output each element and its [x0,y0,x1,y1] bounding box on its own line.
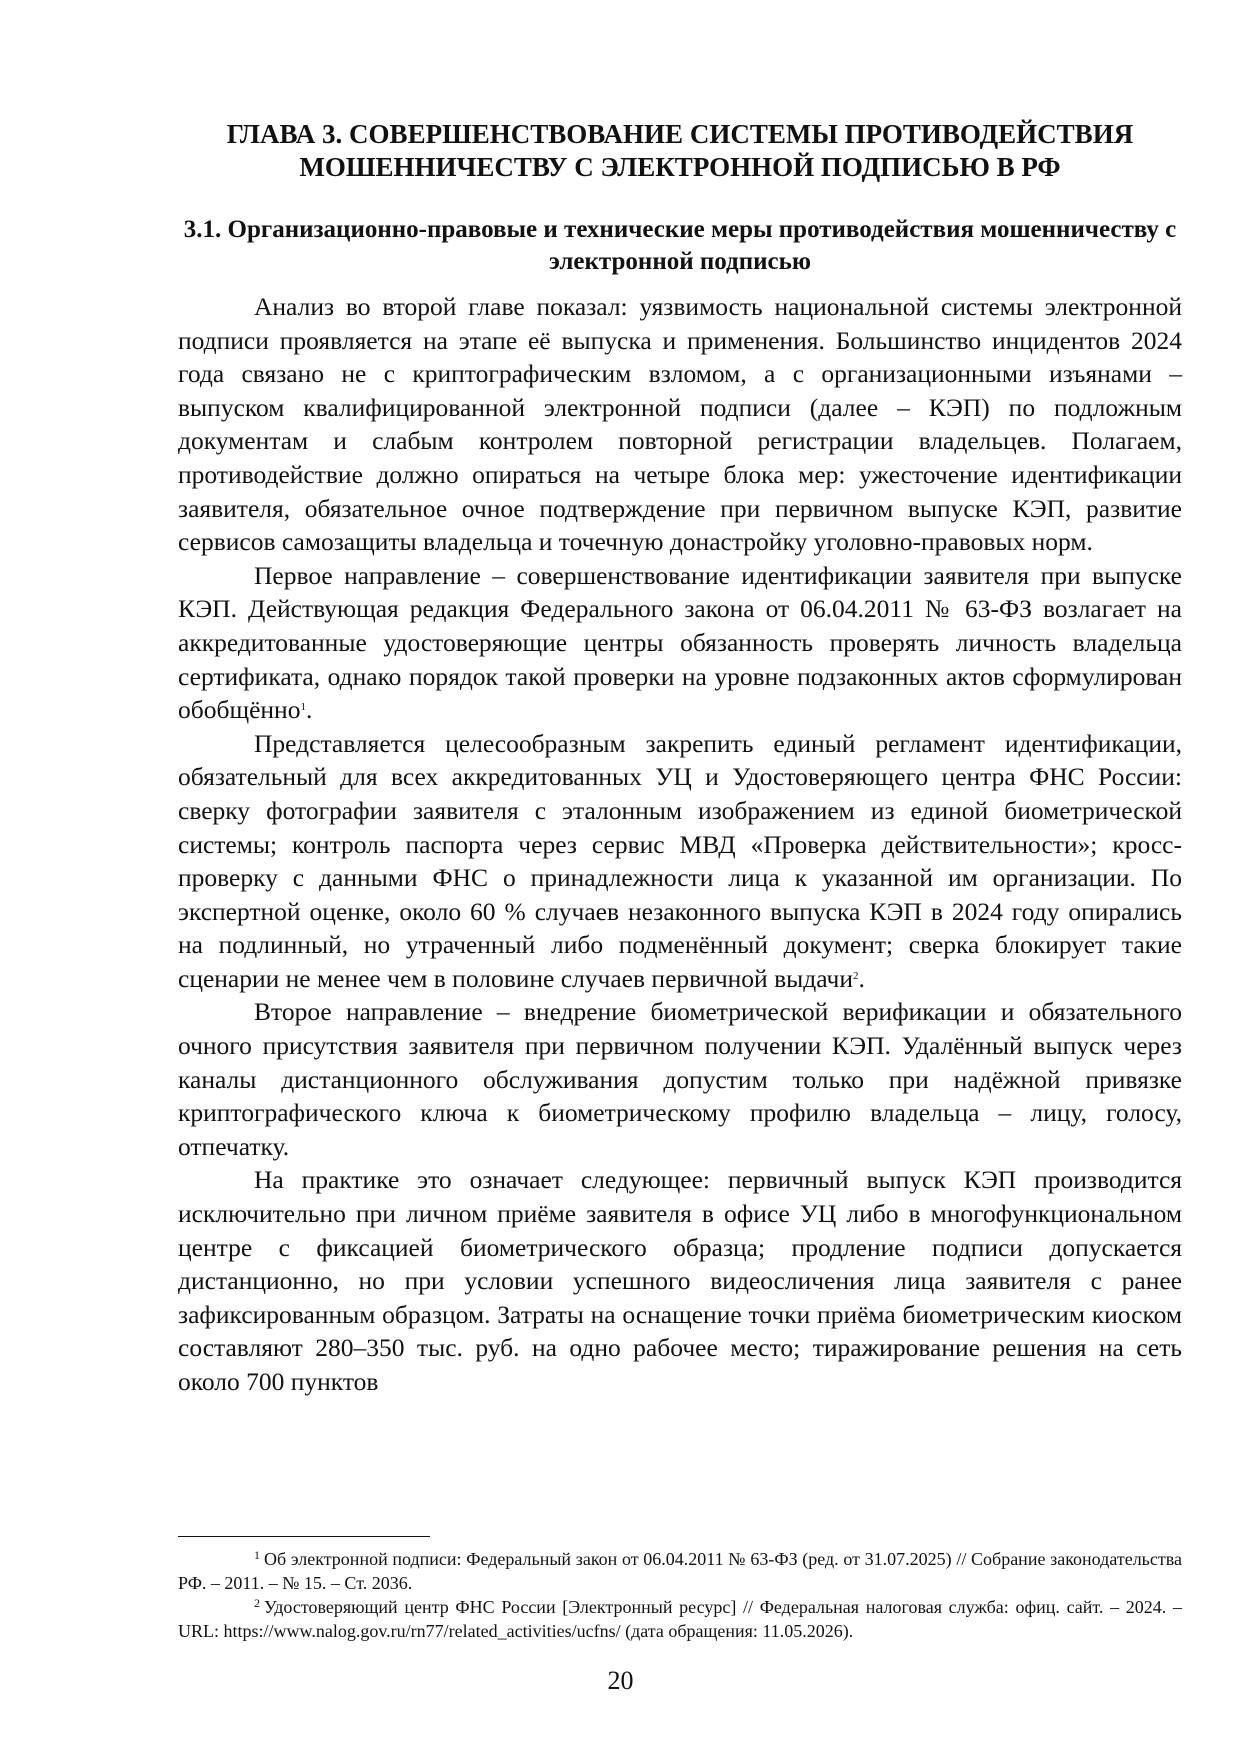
paragraph [178,727,1182,996]
paragraph [178,995,1182,1163]
footnote-reference[interactable]: 2 [852,969,859,982]
paragraph-text: На практике это означает следующее: первичный выпуск КЭП производится исключительно при личном приёме заявителя в офисе УЦ либо в многофункциональном центре с фиксацией биометрического образца; продление подписи допускается дистанционно, но при условии успешного видеосличения лица заявителя с ранее зафиксированным образцом. Затраты на оснащение точки приёма биометрическим киоском составляют 280–350 тыс. руб. на одно рабочее место; тиражирование решения на сеть около 700 пунктов [178,1165,1182,1396]
paragraph [178,1163,1182,1398]
footnote-text: Удостоверяющий центр ФНС России [Электронный ресурс] // Федеральная налоговая служба: офиц. сайт. – 2024. – URL: https://www.nalog.gov.ru/rn77/related_activities/ucfns/ (дата обращения: 11.05.2026). [178,1597,1182,1641]
sentence-period: . [858,963,865,993]
footnotes [178,1536,1182,1643]
paragraph [178,559,1182,727]
section-title: 3.1. Организационно-правовые и технические меры противодействия мошенничеству с электронной подписью [183,216,1177,275]
footnote [178,1547,1182,1595]
sentence-period: . [305,695,313,725]
footnote-mark: 2 [254,1596,260,1610]
paragraph-text: Анализ во второй главе показал: уязвимость национальной системы электронной подписи проявляется на этапе её выпуска и применения. Большинство инцидентов 2024 года связано не с криптографическим взломом, а с организационными изъянами – выпуском квалифицированной электронной подписи (далее – КЭП) по подложным документам и слабым контролем повторной регистрации владельцев. Полагаем, противодействие должно опираться на четыре блока мер: ужесточение идентификации заявителя, обязательное очное подтверждение при первичном выпуске КЭП, развитие сервисов самозащиты владельца и точечную донастройку уголовно-правовых норм. [178,292,1182,557]
paragraph [178,290,1182,559]
footnote-separator [178,1536,430,1537]
footnote [178,1595,1182,1643]
footnote-reference[interactable]: 1 [300,701,306,714]
paragraph-text: Первое направление – совершенствование идентификации заявителя при выпуске КЭП. Действующая редакция Федерального закона от 06.04.2011 № 63-ФЗ возлагает на аккредитованные удостоверяющие центры обязанность проверять личность владельца сертификата, однако порядок такой проверки на уровне подзаконных актов сформулирован обобщённо [178,560,1182,725]
chapter-title: ГЛАВА 3. СОВЕРШЕНСТВОВАНИЕ СИСТЕМЫ ПРОТИВОДЕЙСТВИЯ МОШЕННИЧЕСТВУ С ЭЛЕКТРОННОЙ ПОДПИСЬЮ В РФ [226,119,1134,182]
page-number: 20 [607,1666,634,1695]
body-text [178,290,1182,1399]
paragraph-text: Представляется целесообразным закрепить единый регламент идентификации, обязательный для всех аккредитованных УЦ и Удостоверяющего центра ФНС России: сверку фотографии заявителя с эталонным изображением из единой биометрической системы; контроль паспорта через сервис МВД «Проверка действительности»; кросс-проверку с данными ФНС о принадлежности лица к указанной им организации. По экспертной оценке, около 60 % случаев незаконного выпуска КЭП в 2024 году опирались на подлинный, но утраченный либо подменённый документ; сверка блокирует такие сценарии не менее чем в половине случаев первичной выдачи [178,728,1182,993]
footnote-mark: 1 [254,1548,260,1562]
paragraph-text: Второе направление – внедрение биометрической верификации и обязательного очного присутствия заявителя при первичном получении КЭП. Удалённый выпуск через каналы дистанционного обслуживания допустим только при надёжной привязке криптографического ключа к биометрическому профилю владельца – лицу, голосу, отпечатку. [178,997,1182,1161]
document-page [178,118,1182,1399]
footnote-text: Об электронной подписи: Федеральный закон от 06.04.2011 № 63-ФЗ (ред. от 31.07.2025) // Собрание законодательства РФ. – 2011. – № 15. – Ст. 2036. [178,1549,1182,1593]
